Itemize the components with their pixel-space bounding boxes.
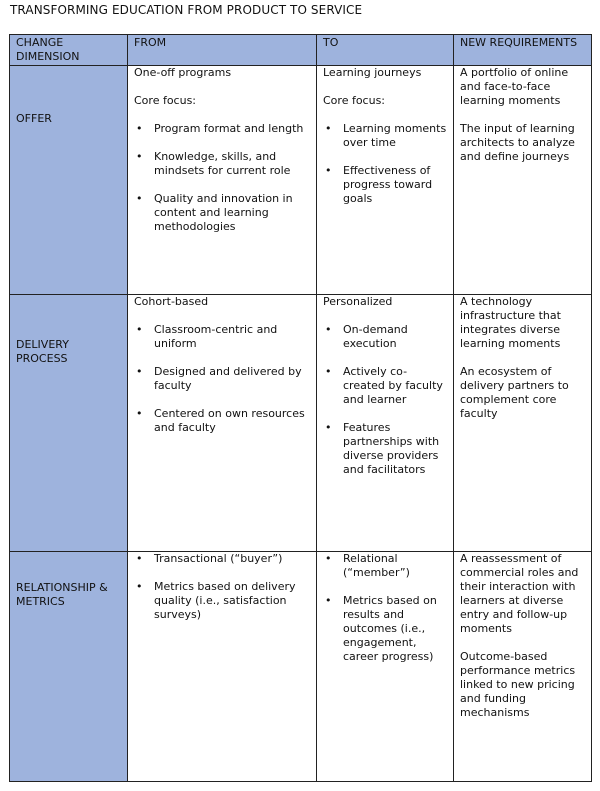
from-intro: Cohort-based: [134, 295, 209, 308]
new-cell: [454, 295, 592, 552]
list-item: • Designed and delivered by faculty: [134, 365, 310, 393]
transformation-table: [9, 34, 592, 782]
page-title: TRANSFORMING EDUCATION FROM PRODUCT TO SERVICE: [10, 3, 363, 17]
header-new: [454, 35, 592, 66]
dimension-label: RELATIONSHIP & METRICS: [16, 581, 108, 608]
table-row: [10, 552, 592, 782]
requirement-text: A reassessment of commercial roles and their interaction with learners at diverse entry and follow-up moments: [460, 552, 579, 635]
list-item: • Metrics based on delivery quality (i.e., satisfaction surveys): [134, 580, 310, 622]
table-row: [10, 66, 592, 295]
header-new-label: NEW REQUIREMENTS: [460, 36, 578, 49]
list-item: • Program format and length: [134, 122, 310, 136]
requirement-text: Outcome-based performance metrics linked to new pricing and funding mechanisms: [460, 650, 576, 719]
from-cell: [128, 552, 317, 782]
dimension-cell: [10, 295, 128, 552]
to-cell: [317, 295, 454, 552]
requirement-text: A technology infrastructure that integrates diverse learning moments: [460, 295, 561, 350]
dimension-label: OFFER: [16, 112, 52, 125]
header-row: [10, 35, 592, 66]
header-to: [317, 35, 454, 66]
header-dimension: [10, 35, 128, 66]
to-list: [323, 122, 447, 206]
to-list: [323, 323, 447, 477]
header-from: [128, 35, 317, 66]
list-item: • Actively co-created by faculty and learner: [323, 365, 447, 407]
from-list: [134, 323, 310, 435]
list-item: • Transactional (“buyer”): [134, 552, 310, 566]
dimension-label: DELIVERY PROCESS: [16, 338, 69, 365]
list-item: • Learning moments over time: [323, 122, 447, 150]
from-intro: One-off programs: [134, 66, 232, 79]
list-item: • Effectiveness of progress toward goals: [323, 164, 447, 206]
list-item: • Classroom-centric and uniform: [134, 323, 310, 351]
list-item: • Knowledge, skills, and mindsets for current role: [134, 150, 310, 178]
new-cell: [454, 552, 592, 782]
table-row: [10, 295, 592, 552]
to-sub: Core focus:: [323, 94, 386, 107]
requirement-text: A portfolio of online and face-to-face learning moments: [460, 66, 569, 107]
requirement-text: The input of learning architects to analyze and define journeys: [460, 122, 575, 163]
from-list: [134, 122, 310, 234]
to-cell: [317, 552, 454, 782]
dimension-cell: [10, 552, 128, 782]
to-intro: Learning journeys: [323, 66, 422, 79]
from-cell: [128, 66, 317, 295]
list-item: • Features partnerships with diverse providers and facilitators: [323, 421, 447, 477]
to-cell: [317, 66, 454, 295]
list-item: • Centered on own resources and faculty: [134, 407, 310, 435]
from-cell: [128, 295, 317, 552]
dimension-cell: [10, 66, 128, 295]
list-item: • Relational (“member”): [323, 552, 447, 580]
to-list: [323, 552, 447, 664]
to-intro: Personalized: [323, 295, 393, 308]
new-cell: [454, 66, 592, 295]
from-sub: Core focus:: [134, 94, 197, 107]
header-to-label: TO: [323, 36, 339, 49]
list-item: • Quality and innovation in content and learning methodologies: [134, 192, 310, 234]
header-dimension-label: CHANGE DIMENSION: [16, 36, 80, 63]
list-item: • Metrics based on results and outcomes (i.e., engagement, career progress): [323, 594, 447, 664]
requirement-text: An ecosystem of delivery partners to complement core faculty: [460, 365, 569, 420]
from-list: [134, 552, 310, 622]
header-from-label: FROM: [134, 36, 167, 49]
list-item: • On-demand execution: [323, 323, 447, 351]
